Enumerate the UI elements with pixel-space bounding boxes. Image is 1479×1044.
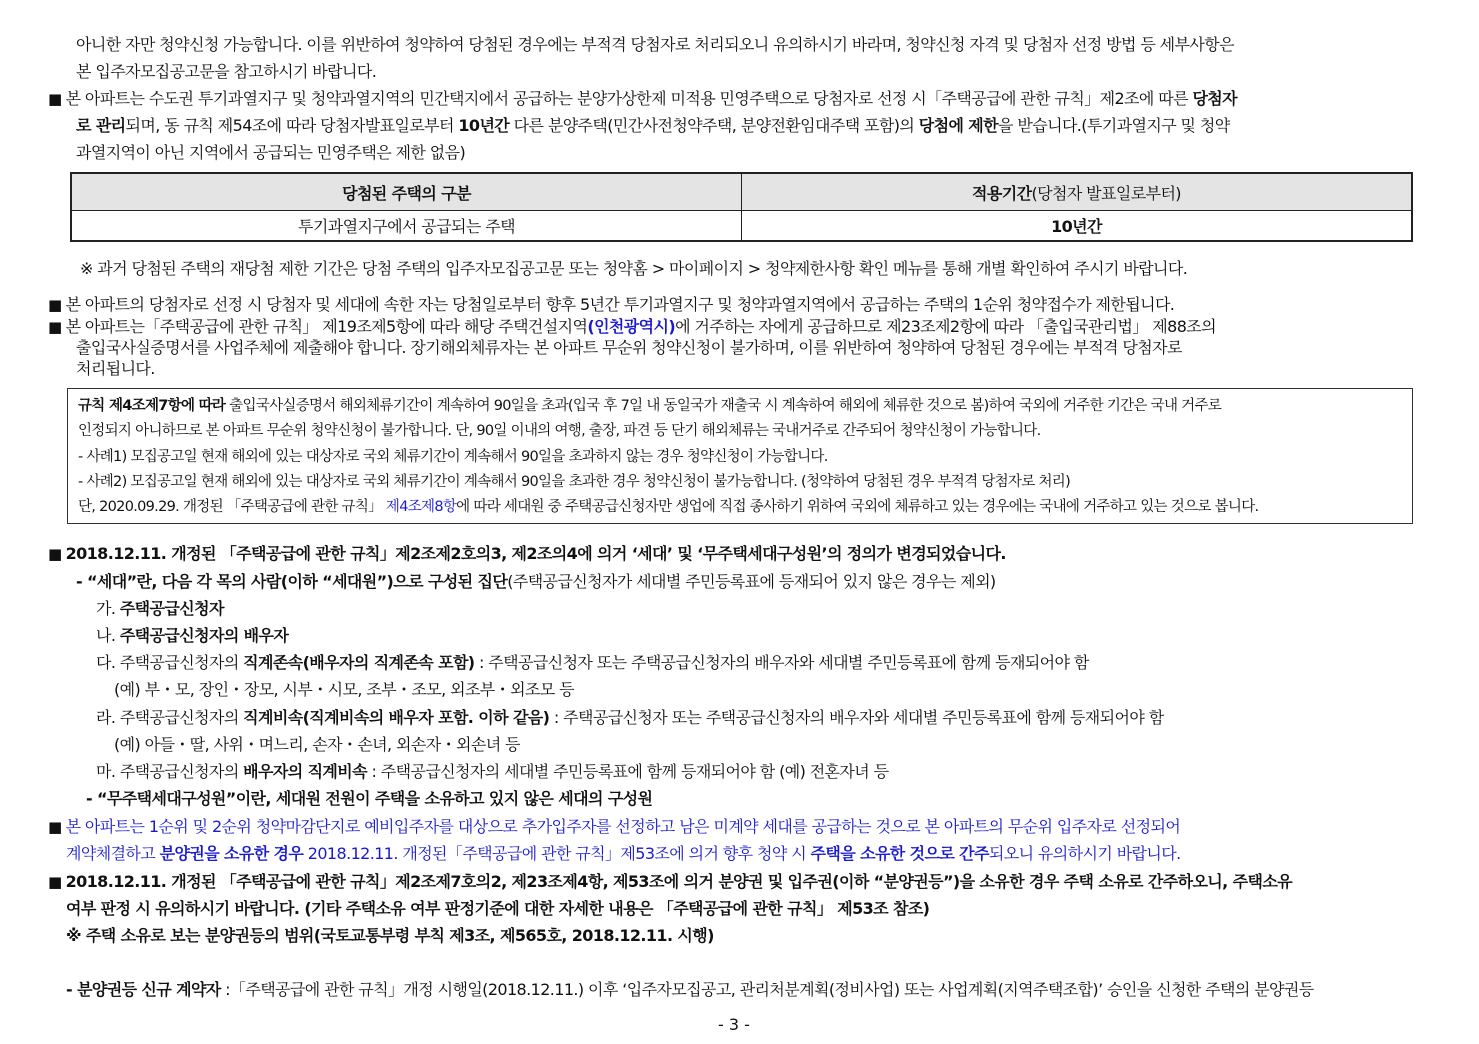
household-item-ma: 마. 주택공급신청자의 배우자의 직계비속 : 주택공급신청자의 세대별 주민등록표에 함께 등재되어야 함 (예) 전혼자녀 등 xyxy=(96,762,889,781)
box-line-3: - 사례1) 모집공고일 현재 해외에 있는 대상자로 국외 체류기간이 계속해서 90일을 초과하지 않는 경우 청약신청이 가능합니다. xyxy=(78,449,828,465)
square-bullet-icon: ■ xyxy=(48,545,62,563)
box-line-2: 인정되지 아니하므로 본 아파트 무순위 청약신청이 불가합니다. 단, 90일 이내의 여행, 출장, 파견 등 단기 해외체류는 국내거주로 간주되어 청약신청이 가능합니다. xyxy=(78,423,1041,439)
square-bullet-icon: ■ xyxy=(48,873,62,891)
household-item-ra-example: (예) 아들・딸, 사위・며느리, 손자・손녀, 외손자・외손녀 등 xyxy=(114,735,520,754)
household-item-da: 다. 주택공급신청자의 직계존속(배우자의 직계존속 포함) : 주택공급신청자 또는 주택공급신청자의 배우자와 세대별 주민등록표에 함께 등재되어야 함 xyxy=(96,653,1089,672)
intro-line-1: 아니한 자만 청약신청 가능합니다. 이를 위반하여 청약하여 당첨된 경우에는 부적격 당첨자로 처리되오니 유의하시기 바라며, 청약신청 자격 및 당첨자 선정 방법 등 세부사항은 xyxy=(76,35,1234,54)
square-bullet-icon: ■ xyxy=(48,818,62,836)
household-item-ga: 가. 주택공급신청자 xyxy=(96,599,224,618)
bullet-5-line-2: 계약체결하고 분양권을 소유한 경우 2018.12.11. 개정된「주택공급에 관한 규칙」제53조에 의거 향후 청약 시 주택을 소유한 것으로 간주되오니 유의하시기 바랍니다. xyxy=(66,844,1181,863)
bullet-6-line-1: ■ 2018.12.11. 개정된 「주택공급에 관한 규칙」제2조제7호의2, 제23조제4항, 제53조에 의거 분양권 및 입주권(이하 “분양권등”)을 소유한 경우 주택 소유로 간주하오니, 주택소유 xyxy=(48,872,1293,891)
box-line-5: 단, 2020.09.29. 개정된 「주택공급에 관한 규칙」 제4조제8항에 따라 세대원 중 주택공급신청자만 생업에 직접 종사하기 위하여 국외에 체류하고 있는 경우에는 국내에 거주하고 있는 것으로 봅니다. xyxy=(78,499,1259,515)
bullet-3-line-1: ■ 본 아파트는「주택공급에 관한 규칙」 제19조제5항에 따라 해당 주택건설지역(인천광역시)에 거주하는 자에게 공급하므로 제23조제2항에 따라 「출입국관리법」 제88조의 xyxy=(48,317,1217,336)
note-reapply-restriction: ※ 과거 당첨된 주택의 재당첨 제한 기간은 당첨 주택의 입주자모집공고문 또는 청약홈 > 마이페이지 > 청약제한사항 확인 메뉴를 통해 개별 확인하여 주시기 바랍니다. xyxy=(80,259,1188,278)
table-header-row xyxy=(71,173,1412,211)
square-bullet-icon: ■ xyxy=(48,296,62,314)
intro-line-2: 본 입주자모집공고문을 참고하시기 바랍니다. xyxy=(76,62,377,81)
table-row xyxy=(71,211,1412,242)
box-line-4: - 사례2) 모집공고일 현재 해외에 있는 대상자로 국외 체류기간이 계속해서 90일을 초과한 경우 청약신청이 불가능합니다. (청약하여 당첨된 경우 부적격 당첨자로 처리) xyxy=(78,474,1071,490)
bullet-4-title: ■ 2018.12.11. 개정된 「주택공급에 관한 규칙」제2조제2호의3, 제2조의4에 의거 ‘세대’ 및 ‘무주택세대구성원’의 정의가 변경되었습니다. xyxy=(48,544,1006,563)
household-definition: - “세대”란, 다음 각 목의 사람(이하 “세대원”)으로 구성된 집단(주택공급신청자가 세대별 주민등록표에 등재되어 있지 않은 경우는 제외) xyxy=(76,572,996,591)
bullet-2: ■ 본 아파트의 당첨자로 선정 시 당첨자 및 세대에 속한 자는 당첨일로부터 향후 5년간 투기과열지구 및 청약과열지역에서 공급하는 주택의 1순위 청약접수가 제한됩니다. xyxy=(48,295,1175,314)
page-number: - 3 - xyxy=(718,1015,750,1034)
table-cell-house-type: 투기과열지구에서 공급되는 주택 xyxy=(71,211,742,242)
table-header-house-type: 당첨된 주택의 구분 xyxy=(71,173,742,211)
household-item-da-example: (예) 부・모, 장인・장모, 시부・시모, 조부・조모, 외조부・외조모 등 xyxy=(114,680,574,699)
bullet-3-line-2: 출입국사실증명서를 사업주체에 제출해야 합니다. 장기해외체류자는 본 아파트 무순위 청약신청이 불가하며, 이를 위반하여 청약하여 당첨된 경우에는 부적격 당첨자로 xyxy=(76,338,1182,357)
table-cell-period: 10년간 xyxy=(742,211,1413,242)
restriction-period-table xyxy=(70,172,1413,242)
new-contract-definition: - 분양권등 신규 계약자 :「주택공급에 관한 규칙」개정 시행일(2018.12.11.) 이후 ‘입주자모집공고, 관리처분계획(정비사업) 또는 사업계획(지역주택조합)’ 승인을 신청한 주택의 분양권등 xyxy=(66,980,1314,999)
box-line-1: 규칙 제4조제7항에 따라 출입국사실증명서 해외체류기간이 계속하여 90일을 초과(입국 후 7일 내 동일국가 재출국 시 계속하여 해외에 체류한 것으로 봄)하여 국외에 거주한 기간은 국내 거주로 xyxy=(78,398,1222,414)
bullet-5-line-1: ■ 본 아파트는 1순위 및 2순위 청약마감단지로 예비입주자를 대상으로 추가입주자를 선정하고 남은 미계약 세대를 공급하는 것으로 본 아파트의 무순위 입주자로 선정되어 xyxy=(48,817,1181,836)
square-bullet-icon: ■ xyxy=(48,90,62,108)
homeless-member-definition: - “무주택세대구성원”이란, 세대원 전원이 주택을 소유하고 있지 않은 세대의 구성원 xyxy=(86,789,653,808)
table-header-period: 적용기간(당첨자 발표일로부터) xyxy=(742,173,1413,211)
bullet-3-line-3: 처리됩니다. xyxy=(76,359,155,378)
bullet-1-line-1: ■ 본 아파트는 수도권 투기과열지구 및 청약과열지역의 민간택지에서 공급하는 분양가상한제 미적용 민영주택으로 당첨자로 선정 시「주택공급에 관한 규칙」제2조에 따른 당첨자 xyxy=(48,89,1238,108)
bullet-6-line-2: 여부 판정 시 유의하시기 바랍니다. (기타 주택소유 여부 판정기준에 대한 자세한 내용은 「주택공급에 관한 규칙」 제53조 참조) xyxy=(66,899,930,918)
square-bullet-icon: ■ xyxy=(48,318,62,336)
bullet-6-line-3: ※ 주택 소유로 보는 분양권등의 범위(국토교통부령 부칙 제3조, 제565호, 2018.12.11. 시행) xyxy=(66,926,714,945)
household-item-ra: 라. 주택공급신청자의 직계비속(직계비속의 배우자 포함. 이하 같음) : 주택공급신청자 또는 주택공급신청자의 배우자와 세대별 주민등록표에 함께 등재되어야 함 xyxy=(96,708,1164,727)
bullet-1-line-3: 과열지역이 아닌 지역에서 공급되는 민영주택은 제한 없음) xyxy=(76,143,466,162)
household-item-na: 나. 주택공급신청자의 배우자 xyxy=(96,626,289,645)
bullet-1-line-2: 로 관리되며, 동 규칙 제54조에 따라 당첨자발표일로부터 10년간 다른 분양주택(민간사전청약주택, 분양전환임대주택 포함)의 당첨에 제한을 받습니다.(투기과열지구 및 청약 xyxy=(76,116,1230,135)
